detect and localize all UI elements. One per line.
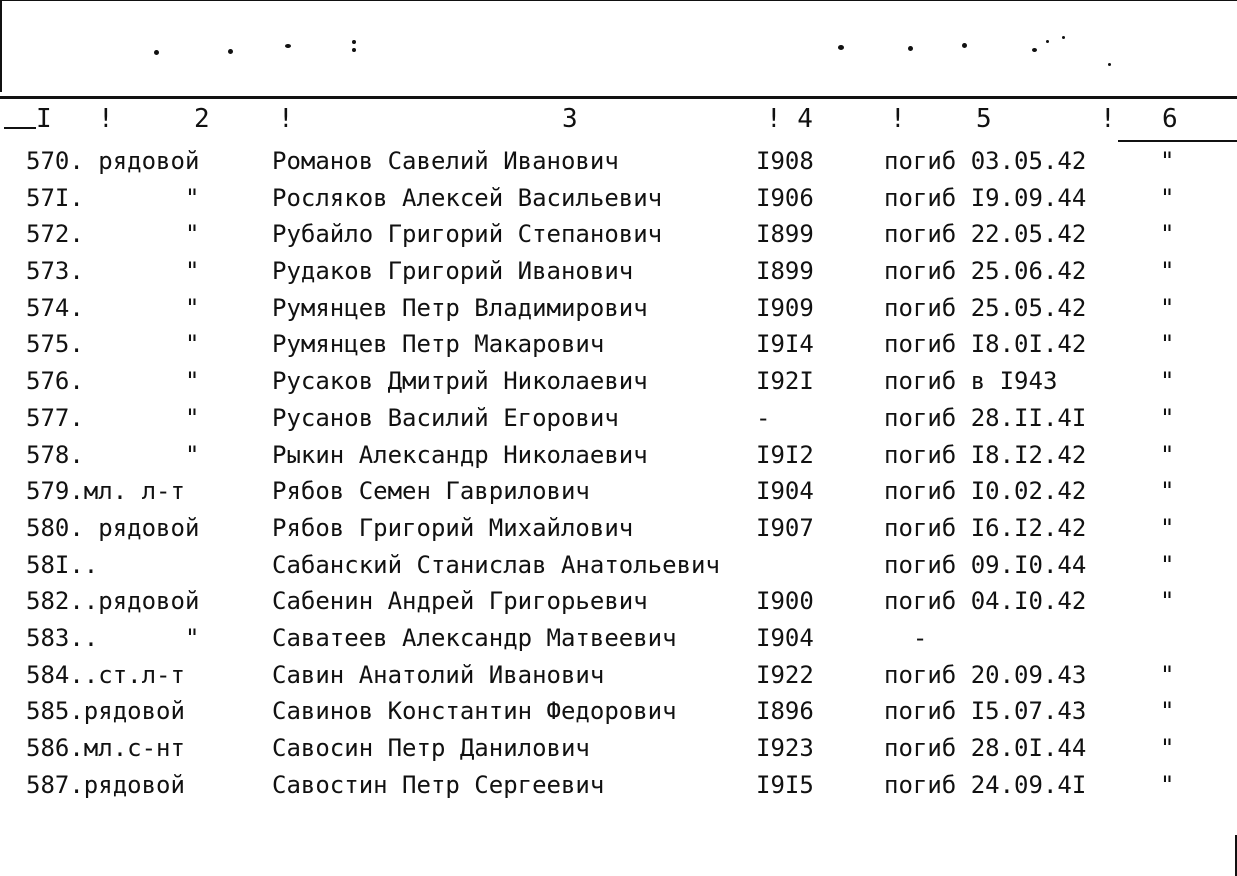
entry-ditto-mark: " [1160,183,1175,212]
entry-fate: погиб 28.II.4I [884,403,1087,432]
entry-ditto-mark: " [1160,367,1175,396]
column-header: ! [278,104,294,134]
entry-birth-year: - [756,403,771,432]
entry-fate: погиб I5.07.43 [884,697,1087,726]
table-header-left-rule [4,127,36,129]
entry-number-rank: 583.. " [26,623,200,652]
table-row [0,620,1237,657]
table-row [0,326,1237,363]
entry-full-name: Румянцев Петр Макарович [272,330,605,359]
entry-birth-year: I900 [756,587,814,616]
entry-ditto-mark: " [1160,587,1175,616]
table-row [0,730,1237,767]
scan-speck [838,45,844,50]
entry-number-rank: 576. " [26,367,200,396]
entry-ditto-mark: " [1160,770,1175,799]
entry-number-rank: 570. рядовой [26,147,200,175]
entry-ditto-mark: " [1160,293,1175,322]
entry-full-name: Сабанский Станислав Анатольевич [272,550,720,579]
scan-speck [352,48,356,52]
entry-full-name: Савосин Петр Данилович [272,734,590,762]
table-row [0,657,1237,694]
table-row [0,180,1237,217]
entry-number-rank: 587.рядовой [26,770,185,799]
table-row [0,547,1237,584]
entry-number-rank: 586.мл.с-нт [26,734,185,762]
entry-number-rank: 585.рядовой [26,697,185,726]
entry-full-name: Русанов Василий Егорович [272,403,619,432]
entry-fate: погиб 20.09.43 [884,660,1087,689]
entry-ditto-mark: " [1160,477,1175,506]
column-header: 5 [976,104,992,134]
entry-fate: погиб 28.0I.44 [884,734,1087,762]
entry-ditto-mark: " [1160,550,1175,579]
entry-ditto-mark: " [1160,330,1175,359]
entry-number-rank: 578. " [26,440,200,469]
entry-ditto-mark: " [1160,257,1175,286]
table-row [0,290,1237,327]
scan-speck [1032,48,1037,52]
entry-fate: погиб 24.09.4I [884,770,1087,799]
entry-birth-year: I904 [756,477,814,506]
entry-fate: погиб I8.I2.42 [884,440,1087,469]
entry-ditto-mark: " [1160,734,1175,762]
entry-birth-year: I922 [756,660,814,689]
entry-ditto-mark: " [1160,513,1175,542]
column-header: 2 [194,104,210,134]
entry-number-rank: 584..ст.л-т [26,660,185,689]
scan-speck [228,49,233,54]
entry-number-rank: 574. " [26,293,200,322]
entry-full-name: Рудаков Григорий Иванович [272,257,634,286]
scan-speck [1046,40,1049,43]
entry-full-name: Савин Анатолий Иванович [272,660,605,689]
table-row [0,363,1237,400]
entry-birth-year: I92I [756,367,814,396]
entry-number-rank: 58I.. [26,550,99,579]
entry-birth-year: I9I2 [756,440,814,469]
entry-birth-year: I923 [756,734,814,762]
column-header: 3 [562,104,578,134]
entry-ditto-mark: " [1160,220,1175,249]
entry-full-name: Романов Савелий Иванович [272,147,619,175]
entry-ditto-mark: " [1160,440,1175,469]
entry-full-name: Савостин Петр Сергеевич [272,770,605,799]
entry-fate: погиб 25.05.42 [884,293,1087,322]
table-row [0,437,1237,474]
scan-speck [352,40,356,44]
entry-birth-year: I907 [756,513,814,542]
entry-birth-year: I909 [756,293,814,322]
table-row [0,473,1237,510]
entry-fate: погиб 03.05.42 [884,147,1087,175]
entry-fate: погиб 25.06.42 [884,257,1087,286]
column-header: ! [98,104,114,134]
entry-birth-year: I9I4 [756,330,814,359]
scan-speck [1062,36,1065,39]
entry-full-name: Савинов Константин Федорович [272,697,677,726]
entry-fate: погиб 04.I0.42 [884,587,1087,616]
entry-birth-year: I906 [756,183,814,212]
entry-fate: погиб 09.I0.44 [884,550,1087,579]
scan-speck [1108,63,1111,66]
entry-fate: погиб I8.0I.42 [884,330,1087,359]
entry-number-rank: 579.мл. л-т [26,477,185,506]
page-top-edge [0,0,1237,1]
entry-number-rank: 577. " [26,403,200,432]
entry-number-rank: 575. " [26,330,200,359]
scan-speck [908,46,913,51]
entry-fate: погиб I0.02.42 [884,477,1087,506]
table-row [0,583,1237,620]
entry-full-name: Русаков Дмитрий Николаевич [272,367,648,396]
entry-birth-year: I896 [756,697,814,726]
entry-fate: погиб в I943 [884,367,1058,396]
entry-number-rank: 580. рядовой [26,513,200,542]
entry-ditto-mark: " [1160,697,1175,726]
entry-number-rank: 572. " [26,220,200,249]
entry-number-rank: 582..рядовой [26,587,200,616]
entry-fate: погиб I9.09.44 [884,183,1087,212]
scan-speck [154,50,159,55]
entry-ditto-mark: " [1160,660,1175,689]
entry-fate: погиб 22.05.42 [884,220,1087,249]
entry-full-name: Румянцев Петр Владимирович [272,293,648,322]
column-header: ! [890,104,906,134]
scan-speck [285,44,291,48]
entry-ditto-mark: " [1160,147,1175,175]
table-row [0,253,1237,290]
scan-speck [962,43,967,48]
table-top-rule [0,96,1237,99]
table-row [0,693,1237,730]
table-row [0,767,1237,804]
column-header: I [36,104,52,134]
entry-full-name: Саватеев Александр Матвеевич [272,623,677,652]
entry-birth-year: I899 [756,257,814,286]
table-row [0,400,1237,437]
entry-birth-year: I908 [756,147,814,175]
table-header-right-rule [1118,140,1237,142]
page-left-edge [0,0,2,92]
entry-number-rank: 573. " [26,257,200,286]
entry-full-name: Росляков Алексей Васильевич [272,183,663,212]
entry-number-rank: 57I. " [26,183,200,212]
entry-birth-year: I904 [756,623,814,652]
column-header: ! 4 [766,104,813,134]
table-row [0,143,1237,180]
entry-full-name: Рубайло Григорий Степанович [272,220,663,249]
entry-ditto-mark: " [1160,403,1175,432]
table-row [0,216,1237,253]
entry-birth-year: I899 [756,220,814,249]
entry-fate: погиб I6.I2.42 [884,513,1087,542]
entry-full-name: Сабенин Андрей Григорьевич [272,587,648,616]
entry-fate: - [884,623,928,652]
column-header: 6 [1162,104,1178,134]
entry-birth-year: I9I5 [756,770,814,799]
entry-full-name: Рябов Семен Гаврилович [272,477,590,506]
entry-full-name: Рыкин Александр Николаевич [272,440,648,469]
table-body [0,143,1237,803]
entry-full-name: Рябов Григорий Михайлович [272,513,634,542]
table-row [0,510,1237,547]
column-header: ! [1100,104,1116,134]
